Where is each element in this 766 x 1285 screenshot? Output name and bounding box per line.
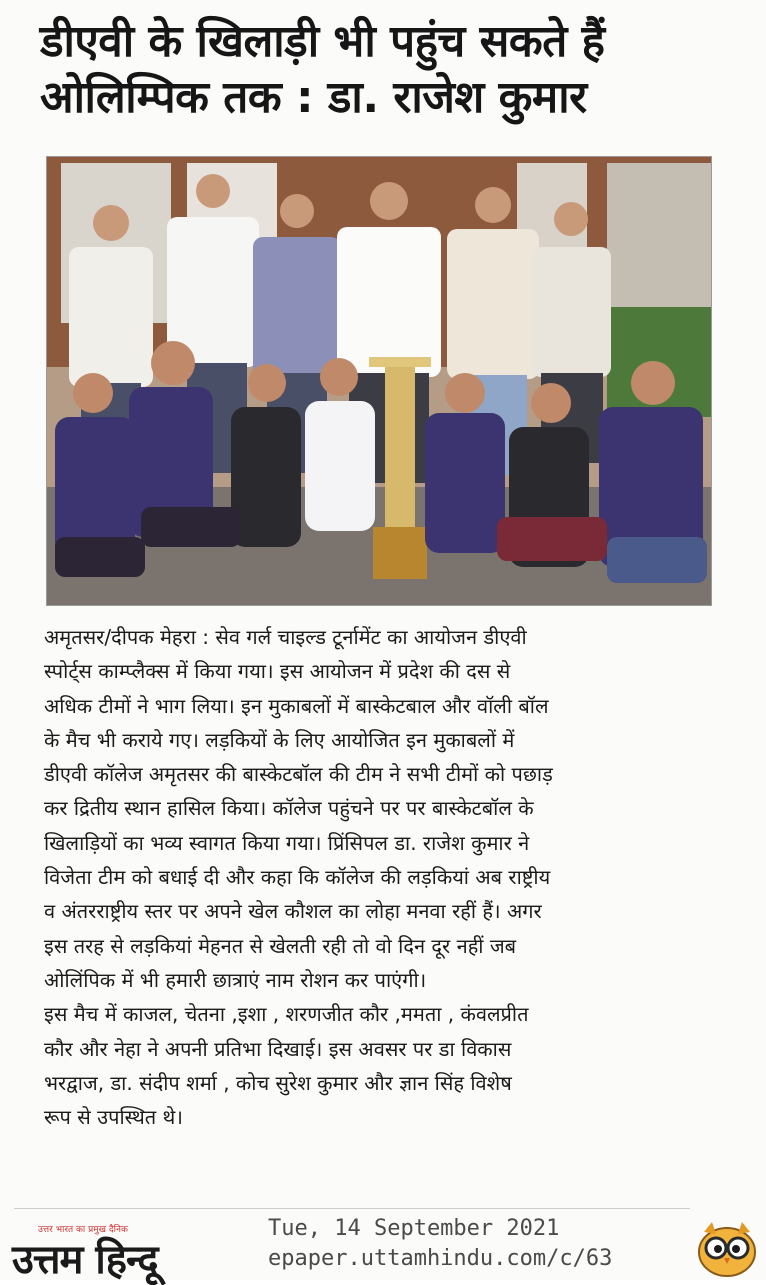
- body-line: कौर और नेहा ने अपनी प्रतिभा दिखाई। इस अवसर पर डा विकास: [44, 1036, 512, 1061]
- body-line: कर द्रितीय स्थान हासिल किया। कॉलेज पहुंचने पर पर बास्केटबॉल के: [44, 796, 534, 821]
- logo-wordmark: उत्तम हिन्दू: [12, 1237, 158, 1283]
- uttam-hindu-logo[interactable]: [12, 1222, 252, 1283]
- team-photo-illustration: [47, 157, 711, 605]
- body-line: विजेता टीम को बधाई दी और कहा कि कॉलेज की लड़कियां अब राष्ट्रीय: [44, 865, 551, 890]
- team-photo: [46, 156, 712, 606]
- body-line: अधिक टीमों ने भाग लिया। इन मुकाबलों में बास्केटबाल और वॉली बॉल: [44, 693, 549, 718]
- article-body: [44, 620, 724, 1134]
- edition-url[interactable]: epaper.uttamhindu.com/c/63: [268, 1246, 613, 1271]
- body-line: रूप से उपस्थित थे।: [44, 1105, 183, 1130]
- body-line: अमृतसर/दीपक मेहरा : सेव गर्ल चाइल्ड टूर्नामेंट का आयोजन डीएवी: [44, 625, 527, 649]
- body-line: खिलाड़ियों का भव्य स्वागत किया गया। प्रिंसिपल डा. राजेश कुमार ने: [44, 830, 530, 855]
- body-line: डीएवी कॉलेज अमृतसर की बास्केटबॉल की टीम ने सभी टीमों को पछाड़: [44, 762, 553, 787]
- edition-date: Tue, 14 September 2021: [268, 1216, 560, 1241]
- body-line: ओलिंपिक में भी हमारी छात्राएं नाम रोशन कर पाएंगी।: [44, 967, 427, 992]
- body-line: व अंतरराष्ट्रीय स्तर पर अपने खेल कौशल का लोहा मनवा रहीं हैं। अगर: [44, 899, 542, 924]
- epaper-footer: [0, 1208, 766, 1283]
- logo-tagline: उत्तर भारत का प्रमुख दैनिक: [38, 1225, 128, 1235]
- owl-icon[interactable]: [694, 1218, 760, 1278]
- edition-meta: [268, 1214, 698, 1274]
- body-line: भरद्वाज, डा. संदीप शर्मा , कोच सुरेश कुमार और ज्ञान सिंह विशेष: [44, 1070, 512, 1095]
- headline-line-1: डीएवी के खिलाड़ी भी पहुंच सकते हैं: [40, 16, 605, 67]
- body-line: इस मैच में काजल, चेतना ,इशा , शरणजीत कौर ,ममता , कंवलप्रीत: [44, 1002, 529, 1027]
- footer-divider: [14, 1208, 690, 1209]
- headline-line-2: ओलिम्पिक तक : डा. राजेश कुमार: [40, 72, 587, 123]
- body-line: स्पोर्ट्स काम्प्लैक्स में किया गया। इस आयोजन में प्रदेश की दस से: [44, 659, 511, 684]
- body-line: के मैच भी कराये गए। लड़कियों के लिए आयोजित इन मुकाबलों में: [44, 727, 515, 752]
- article-headline: [40, 14, 740, 126]
- body-line: इस तरह से लड़कियां मेहनत से खेलती रही तो वो दिन दूर नहीं जब: [44, 933, 517, 958]
